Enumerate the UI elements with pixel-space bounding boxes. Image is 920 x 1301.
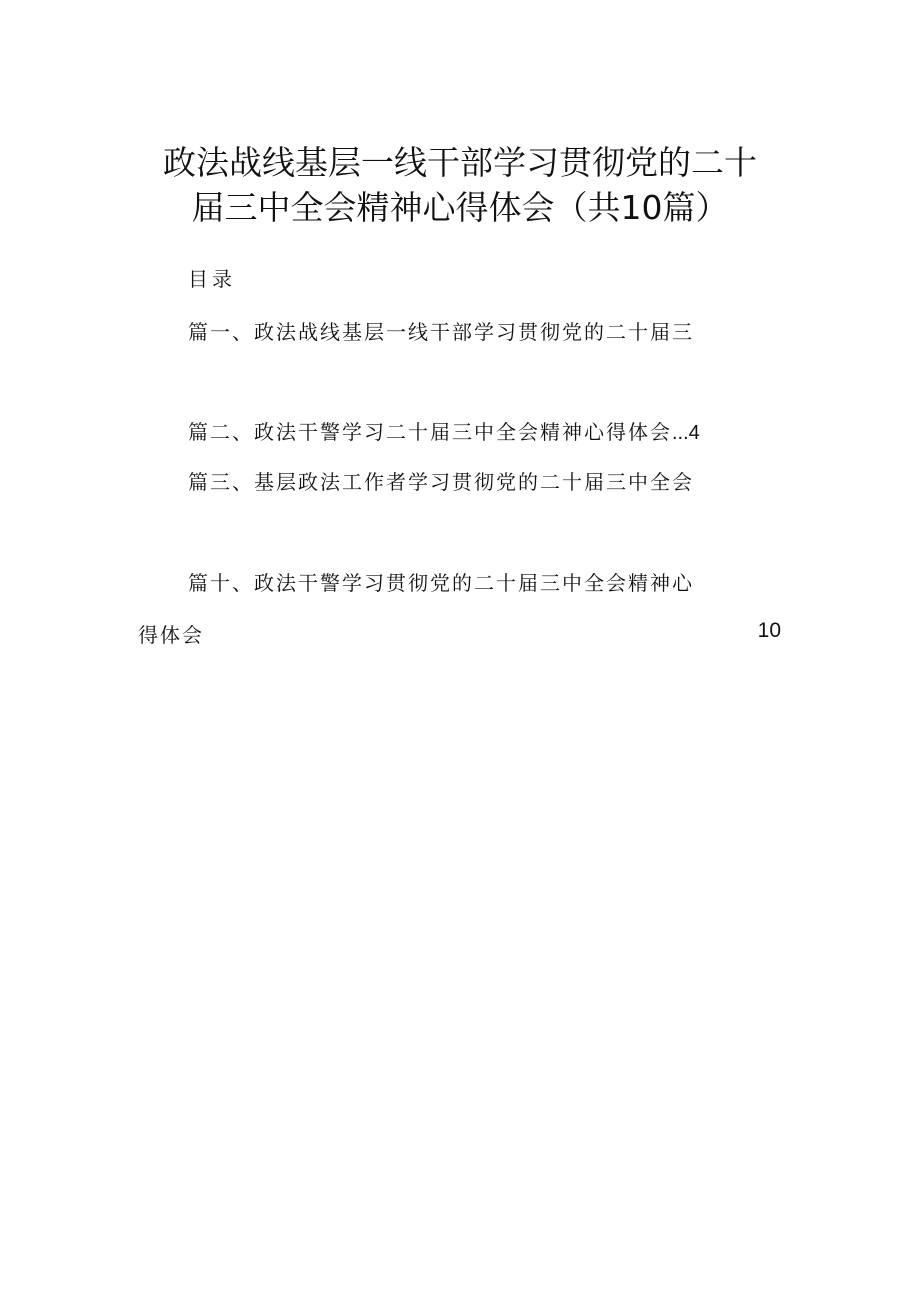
toc-entry-2-page: ...4 — [672, 422, 700, 444]
toc-entry-4-continuation[interactable] — [138, 619, 204, 648]
toc-entry-4[interactable] — [188, 567, 694, 596]
toc-entry-2-text: 篇二、政法干警学习二十届三中全会精神心得体会 — [188, 420, 672, 444]
toc-entry-3[interactable] — [188, 466, 694, 495]
toc-entry-4-text: 篇十、政法干警学习贯彻党的二十届三中全会精神心 — [188, 571, 694, 595]
document-title-line-1: 政法战线基层一线干部学习贯彻党的二十 — [163, 143, 757, 182]
toc-entry-3-text: 篇三、基层政法工作者学习贯彻党的二十届三中全会 — [188, 470, 694, 494]
toc-heading: 目录 — [188, 267, 236, 291]
toc-entry-1-text: 篇一、政法战线基层一线干部学习贯彻党的二十届三 — [188, 320, 694, 344]
toc-entry-4-continuation-text: 得体会 — [138, 623, 204, 647]
document-title-line-2: 届三中全会精神心得体会（共10篇） — [191, 188, 729, 227]
toc-entry-2[interactable] — [188, 416, 700, 445]
toc-entry-1[interactable] — [188, 316, 694, 345]
toc-entry-4-page: 10 — [757, 619, 781, 642]
